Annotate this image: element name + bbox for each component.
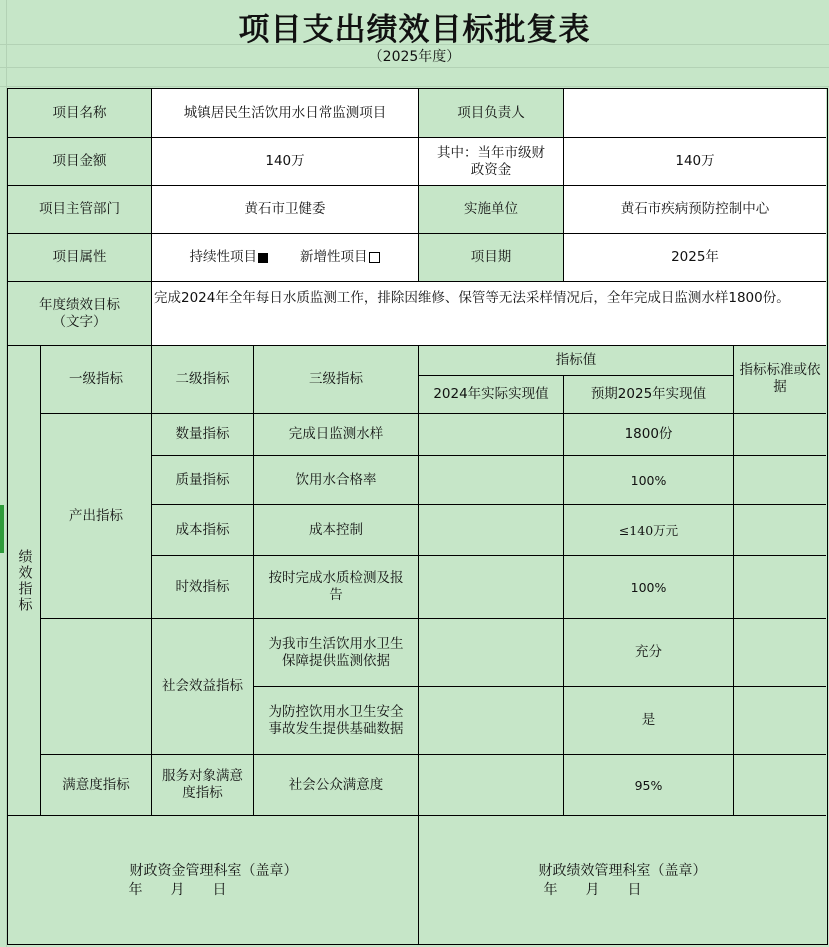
l2-cell: 成本指标: [152, 505, 254, 556]
attr-cell: [152, 234, 419, 282]
header-level2: 二级指标: [152, 346, 254, 414]
attr-new-label: 新增性项目: [300, 249, 368, 265]
leader-label: 项目负责人: [419, 89, 564, 138]
l2-cell: 数量指标: [152, 414, 254, 456]
expected-cell[interactable]: 1800份: [564, 414, 734, 456]
dept-cell[interactable]: 黄石市卫健委: [152, 186, 419, 234]
l2-cell: 时效指标: [152, 556, 254, 619]
impl-label: 实施单位: [419, 186, 564, 234]
attr-continuing-label: 持续性项目: [189, 249, 257, 265]
goal-cell[interactable]: 完成2024年全年每日水质监测工作，排除因维修、保管等无法采样情况后，全年完成日监测水样1800份。: [152, 282, 826, 346]
header-level1: 一级指标: [41, 346, 152, 414]
right-office-label: 财政绩效管理科室（盖章）: [538, 863, 707, 879]
expected-cell[interactable]: 100%: [564, 556, 734, 619]
header-basis: 指标标准或依据: [734, 346, 826, 414]
right-signature-block: [419, 862, 826, 900]
period-cell[interactable]: 2025年: [564, 234, 826, 282]
expected-cell[interactable]: ≤140万元: [564, 505, 734, 556]
expected-cell[interactable]: 100%: [564, 456, 734, 505]
actual-cell[interactable]: [419, 456, 564, 505]
basis-cell[interactable]: [734, 456, 826, 505]
project-name-label: 项目名称: [8, 89, 152, 138]
output-indicator-label: 产出指标: [41, 414, 152, 619]
l2-cell: 服务对象满意度指标: [152, 755, 254, 816]
header-actual-2024: 2024年实际实现值: [419, 376, 564, 414]
page-subtitle: （2025年度）: [368, 49, 461, 65]
right-date-label: 年 月 日: [543, 882, 642, 898]
unchecked-checkbox-icon[interactable]: [369, 252, 380, 263]
basis-cell[interactable]: [734, 687, 826, 755]
basis-cell[interactable]: [734, 505, 826, 556]
checked-checkbox-icon[interactable]: [258, 253, 268, 263]
goal-label: 年度绩效目标（文字）: [8, 282, 152, 346]
leader-cell[interactable]: [564, 89, 826, 138]
actual-cell[interactable]: [419, 556, 564, 619]
dept-label: 项目主管部门: [8, 186, 152, 234]
benefit-indicator-blank: [41, 619, 152, 755]
l3-cell: 社会公众满意度: [254, 755, 419, 816]
row-selection-marker: [0, 505, 4, 553]
project-name-cell[interactable]: 城镇居民生活饮用水日常监测项目: [152, 89, 419, 138]
left-date-label: 年 月 日: [128, 882, 227, 898]
actual-cell[interactable]: [419, 505, 564, 556]
basis-cell[interactable]: [734, 556, 826, 619]
l3-cell: 完成日监测水样: [254, 414, 419, 456]
l3-cell: 按时完成水质检测及报告: [254, 556, 419, 619]
city-funds-cell[interactable]: 140万: [564, 138, 826, 186]
actual-cell[interactable]: [419, 755, 564, 816]
header-value: 指标值: [419, 346, 734, 376]
l2-cell: 质量指标: [152, 456, 254, 505]
l3-cell: 为防控饮用水卫生安全事故发生提供基础数据: [254, 687, 419, 755]
city-funds-label: 其中：当年市级财政资金: [419, 138, 564, 186]
amount-label: 项目金额: [8, 138, 152, 186]
period-label: 项目期: [419, 234, 564, 282]
amount-cell[interactable]: 140万: [152, 138, 419, 186]
approval-table: [7, 88, 828, 945]
grid-line: [0, 67, 829, 68]
expected-cell[interactable]: 充分: [564, 619, 734, 687]
actual-cell[interactable]: [419, 414, 564, 456]
l3-cell: 为我市生活饮用水卫生保障提供监测依据: [254, 619, 419, 687]
expected-cell[interactable]: 95%: [564, 755, 734, 816]
l3-cell: 成本控制: [254, 505, 419, 556]
header-expected-2025: 预期2025年实现值: [564, 376, 734, 414]
left-office-label: 财政资金管理科室（盖章）: [129, 863, 298, 879]
indicator-side-label: 绩效指标: [8, 346, 41, 816]
left-signature-block: [8, 862, 419, 900]
l2-cell-social-benefit: 社会效益指标: [152, 619, 254, 755]
header-level3: 三级指标: [254, 346, 419, 414]
basis-cell[interactable]: [734, 619, 826, 687]
page-title: 项目支出绩效目标批复表: [238, 12, 591, 48]
actual-cell[interactable]: [419, 687, 564, 755]
basis-cell[interactable]: [734, 755, 826, 816]
attr-label: 项目属性: [8, 234, 152, 282]
expected-cell[interactable]: 是: [564, 687, 734, 755]
l3-cell: 饮用水合格率: [254, 456, 419, 505]
basis-cell[interactable]: [734, 414, 826, 456]
satisfaction-indicator-label: 满意度指标: [41, 755, 152, 816]
impl-cell[interactable]: 黄石市疾病预防控制中心: [564, 186, 826, 234]
actual-cell[interactable]: [419, 619, 564, 687]
grid-line: [0, 86, 829, 87]
